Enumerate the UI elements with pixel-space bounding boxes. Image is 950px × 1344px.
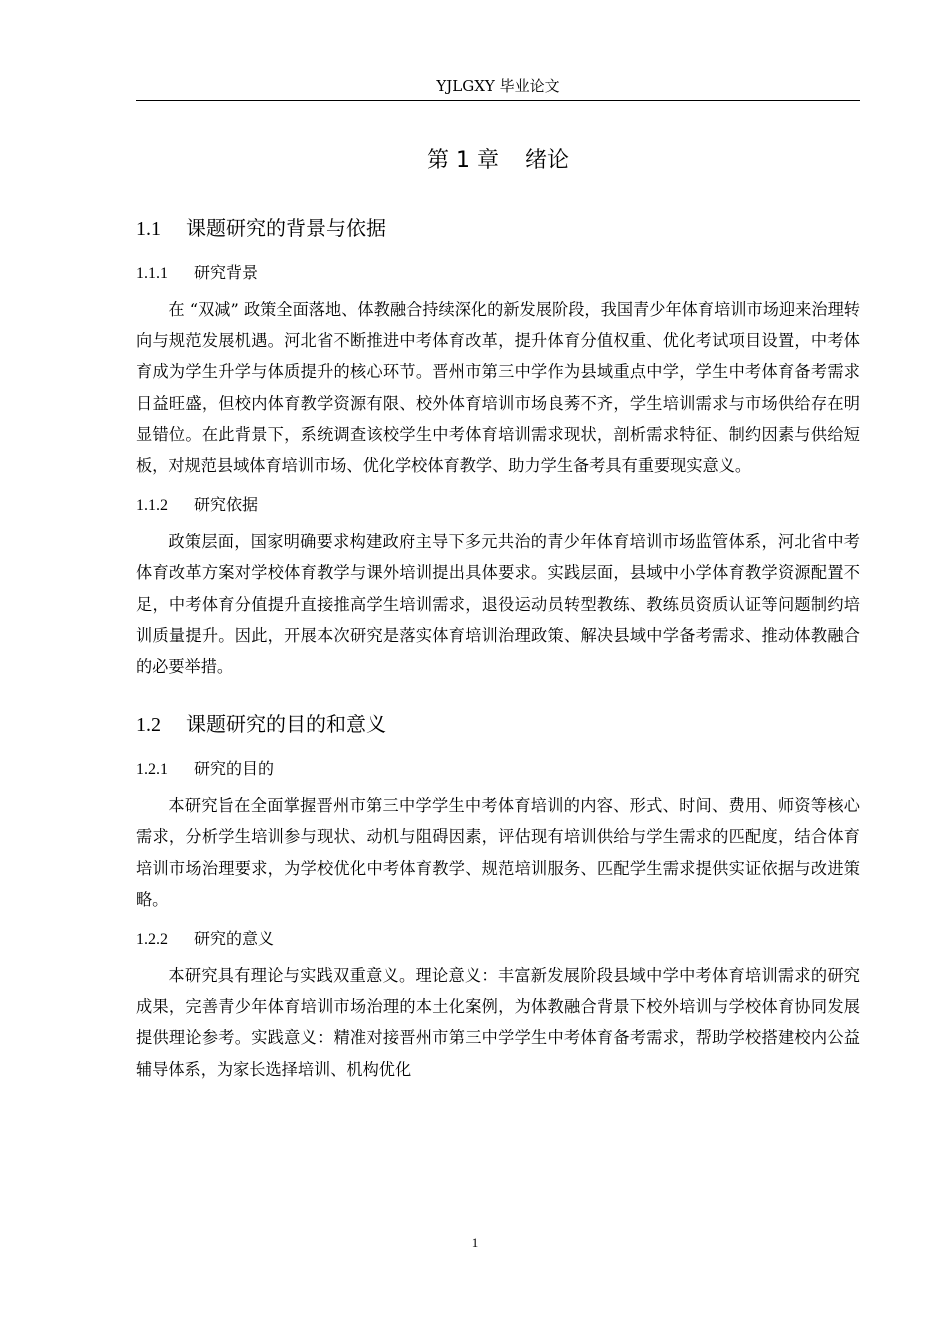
section-heading bbox=[136, 214, 860, 243]
section-title: 课题研究的背景与依据 bbox=[186, 216, 386, 240]
subsection-number: 1.1.1 bbox=[136, 265, 168, 282]
chapter-number: 第 1 章 bbox=[427, 148, 499, 173]
subsection-heading bbox=[136, 493, 860, 518]
body-paragraph: 本研究具有理论与实践双重意义。理论意义：丰富新发展阶段县域中学中考体育培训需求的研究成果，完善青少年体育培训市场治理的本土化案例，为体教融合背景下校外培训与学校体育协同发展提供理论参考。实践意义：精准对接晋州市第三中学学生中考体育备考需求，帮助学校搭建校内公益辅导体系，为家长选择培训、机构优化 bbox=[136, 966, 860, 1079]
subsection-number: 1.2.1 bbox=[136, 761, 168, 779]
section-heading bbox=[136, 710, 860, 739]
section-number: 1.1 bbox=[136, 218, 161, 240]
body-paragraph: 政策层面，国家明确要求构建政府主导下多元共治的青少年体育培训市场监管体系，河北省中考体育改革方案对学校体育教学与课外培训提出具体要求。实践层面，县域中小学体育教学资源配置不足，中考体育分值提升直接推高学生培训需求，退役运动员转型教练、教练员资质认证等问题制约培训质量提升。因此，开展本次研究是落实体育培训治理政策、解决县域中学备考需求、推动体教融合的必要举措。 bbox=[136, 532, 860, 677]
section-spacer bbox=[136, 694, 860, 710]
subsection-number: 1.2.2 bbox=[136, 931, 168, 949]
page-body bbox=[136, 146, 860, 1097]
subsection-heading bbox=[136, 757, 860, 782]
subsection-heading bbox=[136, 927, 860, 952]
subsection-title: 研究的目的 bbox=[194, 759, 275, 779]
subsection-title: 研究的意义 bbox=[194, 929, 275, 949]
subsection-title: 研究依据 bbox=[194, 495, 259, 515]
subsection-number: 1.1.2 bbox=[136, 497, 168, 515]
subsection-title: 研究背景 bbox=[194, 263, 259, 282]
chapter-name: 绪论 bbox=[524, 148, 569, 173]
chapter-title bbox=[136, 146, 860, 176]
body-paragraph: 本研究旨在全面掌握晋州市第三中学学生中考体育培训的内容、形式、时间、费用、师资等核心需求，分析学生培训参与现状、动机与阻碍因素，评估现有培训供给与学生需求的匹配度，结合体育培训市场治理要求，为学校优化中考体育教学、规范培训服务、匹配学生需求提供实证依据与改进策略。 bbox=[136, 796, 860, 909]
section-title: 课题研究的目的和意义 bbox=[186, 712, 386, 737]
header-rule bbox=[136, 100, 860, 101]
running-header: YJLGXY 毕业论文 bbox=[436, 77, 560, 95]
subsection-heading bbox=[136, 261, 860, 286]
section-number: 1.2 bbox=[136, 714, 161, 737]
body-paragraph: 在 “双减” 政策全面落地、体教融合持续深化的新发展阶段，我国青少年体育培训市场迎来治理转向与规范发展机遇。河北省不断推进中考体育改革，提升体育分值权重、优化考试项目设置，中考体育成为学生升学与体质提升的核心环节。晋州市第三中学作为县域重点中学，学生中考体育备考需求日益旺盛，但校内体育教学资源有限、校外体育培训市场良莠不齐，学生培训需求与市场供给存在明显错位。在此背景下，系统调查该校学生中考体育培训需求现状，剖析需求特征、制约因素与供给短板，对规范县域体育培训市场、优化学校体育教学、助力学生备考具有重要现实意义。 bbox=[136, 300, 860, 476]
page-number: 1 bbox=[471, 1235, 479, 1250]
